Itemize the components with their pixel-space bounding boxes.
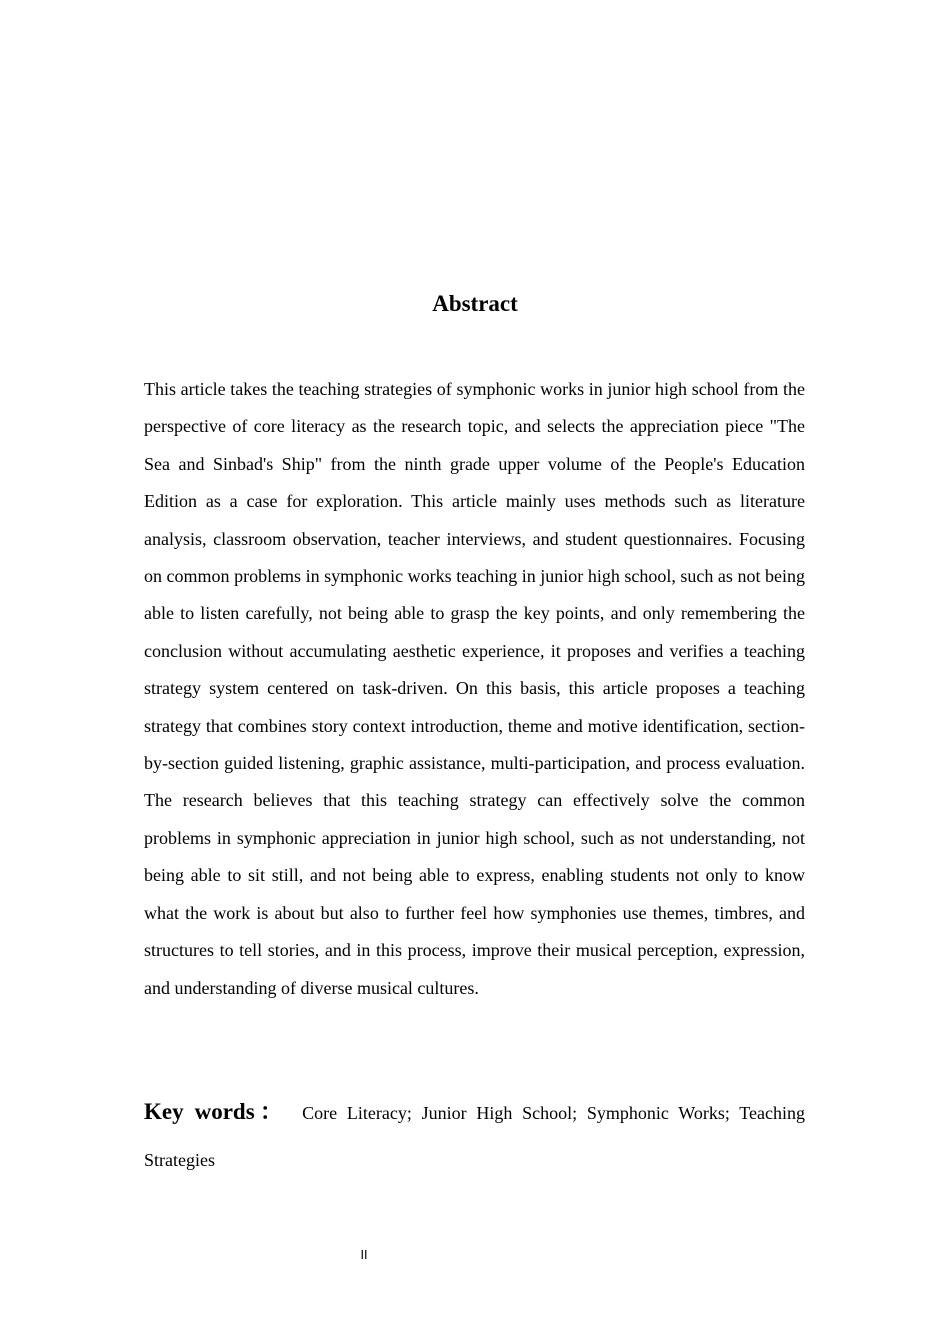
abstract-body: This article takes the teaching strategies of symphonic works in junior high school from the perspective of core literacy as the research topic, and selects the appreciation piece "The Sea and Sinbad's Ship" from the ninth grade upper volume of the People's Education Edition as a case for exploration. This article mainly uses methods such as literature analysis, classroom observation, teacher interviews, and student questionnaires. Focusing on common problems in symphonic works teaching in junior high school, such as not being able to listen carefully, not being able to grasp the key points, and only remembering the conclusion without accumulating aesthetic experience, it proposes and verifies a teaching strategy system centered on task-driven. On this basis, this article proposes a teaching strategy that combines story context introduction, theme and motive identification, section-by-section guided listening, graphic assistance, multi-participation, and process evaluation. The research believes that this teaching strategy can effectively solve the common problems in symphonic appreciation in junior high school, such as not understanding, not being able to sit still, and not being able to express, enabling students not only to know what the work is about but also to further feel how symphonies use themes, timbres, and structures to tell stories, and in this process, improve their musical perception, expression, and understanding of diverse musical cultures. (144, 379, 805, 998)
keywords-paragraph (144, 1088, 805, 1184)
page-number: II (360, 1248, 368, 1262)
keywords-label: Key words： (144, 1099, 289, 1124)
keywords-text: Core Literacy; Junior High School; Symphonic Works; Teaching Strategies (144, 1103, 805, 1170)
page-title: Abstract (432, 291, 518, 316)
